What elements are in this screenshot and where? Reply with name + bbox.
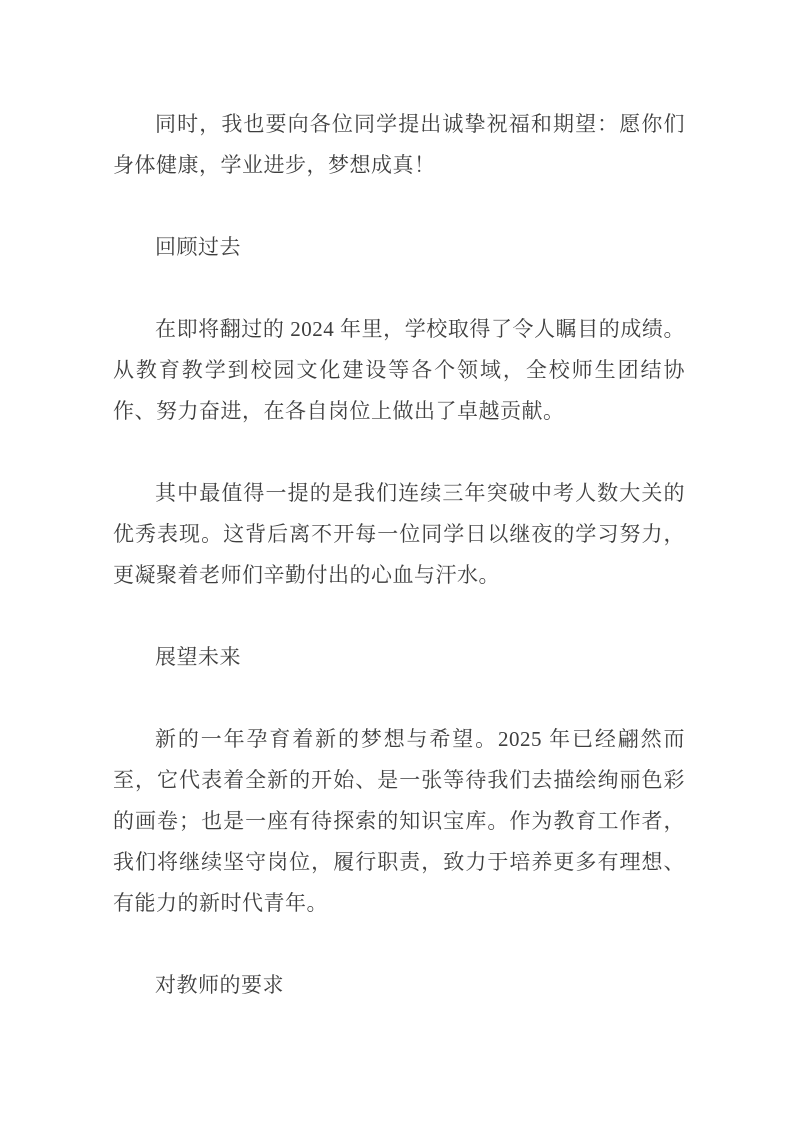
paragraph-wishes-to-students: 同时，我也要向各位同学提出诚挚祝福和期望：愿你们身体健康，学业进步，梦想成真！: [113, 112, 685, 177]
paragraph-2025-new-year-outlook: 新的一年孕育着新的梦想与希望。2025 年已经翩然而至，它代表着全新的开始、是一张等待我们去描绘绚丽色彩的画卷；也是一座有待探索的知识宝库。作为教育工作者，我们将继续坚守岗位，履行职责，致力于培养更多有理想、有能力的新时代青年。: [113, 727, 685, 915]
section-heading-look-future: 展望未来: [155, 645, 241, 669]
paragraph-exam-success: 其中最值得一提的是我们连续三年突破中考人数大关的优秀表现。这背后离不开每一位同学日以继夜的学习努力，更凝聚着老师们辛勤付出的心血与汗水。: [113, 481, 685, 587]
paragraph-2024-achievements: 在即将翻过的 2024 年里，学校取得了令人瞩目的成绩。从教育教学到校园文化建设等各个领域，全校师生团结协作、努力奋进，在各自岗位上做出了卓越贡献。: [113, 317, 685, 423]
section-heading-review-past: 回顾过去: [155, 235, 241, 259]
section-heading-teacher-requirements: 对教师的要求: [155, 973, 284, 997]
